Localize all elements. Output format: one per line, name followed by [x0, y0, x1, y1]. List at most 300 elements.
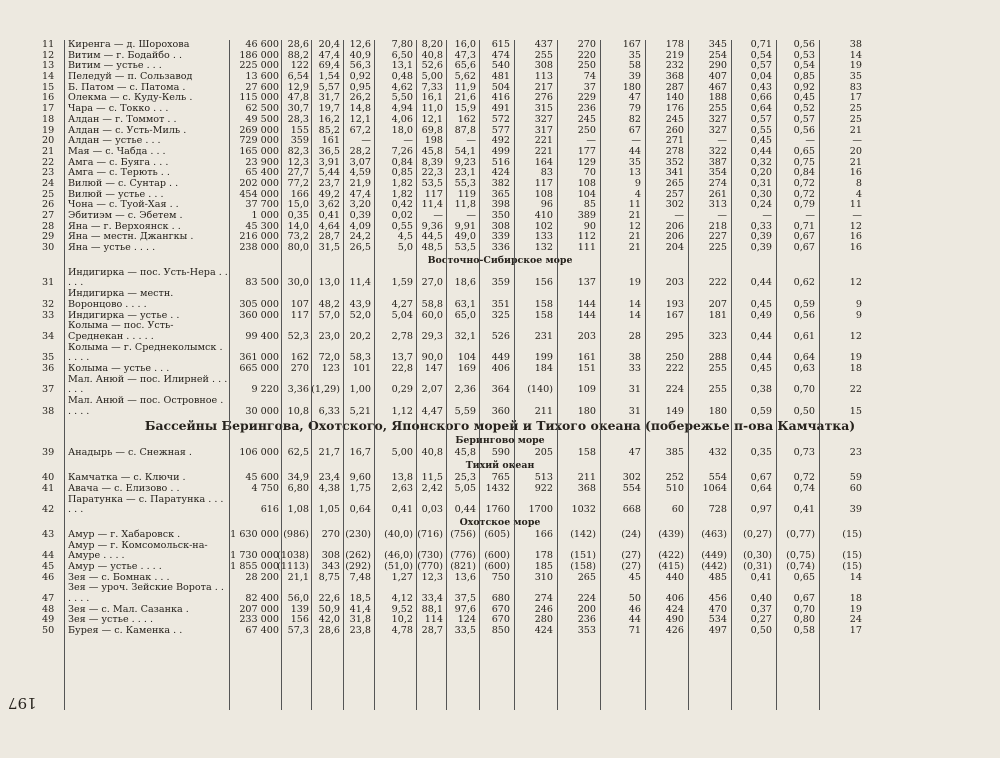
table-cell: 499	[491, 145, 510, 157]
table-cell: 28,7	[421, 625, 443, 637]
table-cell: 20,4	[318, 39, 340, 50]
table-cell: 540	[491, 60, 510, 72]
table-cell: 140	[665, 92, 684, 104]
table-cell: 39	[628, 71, 641, 83]
table-cell: 6,54	[287, 71, 309, 83]
table-cell: 203	[577, 330, 596, 342]
table-cell: 47	[628, 92, 641, 104]
table-cell: 0,39	[349, 210, 371, 221]
table-cell: 4	[855, 188, 862, 200]
table-cell: 22,8	[391, 363, 413, 374]
table-cell: 106 000	[239, 447, 279, 459]
table-cell: 137	[577, 277, 596, 289]
table-cell: 156	[290, 614, 309, 626]
table-cell: 14	[628, 298, 641, 310]
station-name: Вилюй — с. Сунтар . .	[68, 177, 179, 189]
table-cell: 5,57	[318, 81, 340, 93]
table-cell: 410	[534, 210, 553, 221]
row-number: 49	[42, 614, 55, 626]
table-cell: 352	[665, 156, 684, 168]
row-number: 25	[42, 188, 55, 200]
station-name: Яна — г. Верхоянск . .	[68, 220, 181, 232]
table-cell: 0,67	[793, 242, 815, 254]
table-cell: 13,7	[391, 352, 413, 364]
row-number: 11	[42, 39, 55, 50]
table-cell: 52,0	[349, 309, 371, 321]
table-cell: 288	[708, 352, 727, 364]
table-cell: (0,27)	[743, 528, 772, 540]
table-cell: 12,1	[421, 113, 443, 125]
table-cell: 0,85	[391, 167, 413, 179]
table-cell: 4,78	[391, 625, 413, 637]
table-cell: 122	[290, 60, 309, 72]
table-cell: 0,85	[793, 71, 815, 83]
row-number: 37	[42, 384, 55, 396]
table-cell: 406	[491, 363, 510, 374]
table-cell: 0,54	[750, 49, 772, 61]
table-cell: 9,36	[421, 220, 443, 232]
table-cell: —	[805, 135, 815, 147]
row-number: 20	[42, 135, 55, 147]
station-name: Колыма — г. Среднеколымск . . . . .	[68, 341, 223, 364]
table-cell: 177	[577, 145, 596, 157]
table-cell: 0,67	[793, 593, 815, 605]
table-cell: 5,0	[397, 242, 413, 254]
table-cell: 9,23	[454, 156, 476, 168]
row-number: 19	[42, 124, 55, 136]
table-cell: 365	[491, 188, 510, 200]
table-cell: 360 000	[239, 309, 279, 321]
column-rule	[731, 40, 732, 710]
table-row	[0, 541, 1000, 562]
table-cell: 350	[491, 210, 510, 221]
table-cell: 590	[491, 447, 510, 459]
table-cell: 341	[665, 167, 684, 179]
table-cell: 65,0	[454, 309, 476, 321]
table-cell: 246	[534, 603, 553, 615]
table-cell: 0,64	[750, 482, 772, 494]
table-cell: 236	[577, 614, 596, 626]
table-cell: 13,6	[454, 571, 476, 583]
table-cell: 351	[491, 298, 510, 310]
table-cell: 0,92	[349, 71, 371, 83]
station-name: Витим — устье . . .	[68, 60, 162, 72]
table-cell: 202 000	[239, 177, 279, 189]
table-cell: 0,79	[793, 199, 815, 211]
row-number: 21	[42, 145, 55, 157]
table-cell: (770)	[417, 561, 443, 572]
station-name: Вилюй — устье . . .	[68, 188, 164, 200]
column-rule	[416, 40, 417, 710]
table-cell: 47,8	[287, 92, 309, 104]
table-cell: 35	[628, 156, 641, 168]
table-cell: 165 000	[239, 145, 279, 157]
table-cell: 1432	[485, 482, 510, 494]
table-cell: 65 400	[245, 167, 279, 179]
table-cell: 4,27	[391, 298, 413, 310]
table-cell: 9	[634, 177, 641, 189]
table-cell: 0,04	[750, 71, 772, 83]
table-cell: 43,9	[349, 298, 371, 310]
table-cell: —	[717, 135, 727, 147]
table-cell: (51,0)	[384, 561, 413, 572]
table-cell: 0,65	[793, 571, 815, 583]
table-cell: 19	[849, 60, 862, 72]
table-cell: 21	[628, 210, 641, 221]
table-row	[0, 289, 1000, 310]
table-cell: 129	[577, 156, 596, 168]
table-cell: (439)	[658, 528, 684, 540]
table-cell: 513	[534, 472, 553, 484]
table-cell: 221	[534, 135, 553, 147]
table-cell: 47,3	[454, 49, 476, 61]
table-cell: 220	[577, 49, 596, 61]
table-cell: 11,9	[454, 81, 476, 93]
table-cell: 123	[321, 363, 340, 374]
table-cell: 8	[855, 177, 862, 189]
table-cell: 23,8	[349, 625, 371, 637]
table-row	[0, 268, 1000, 289]
table-cell: 229	[577, 92, 596, 104]
table-cell: 0,44	[454, 504, 476, 516]
table-cell: 151	[577, 363, 596, 374]
table-cell: 426	[665, 625, 684, 637]
row-number: 34	[42, 330, 55, 342]
table-cell: 9,60	[349, 472, 371, 484]
table-cell: 6,50	[391, 49, 413, 61]
table-cell: 4,94	[391, 103, 413, 115]
table-cell: 922	[534, 482, 553, 494]
table-cell: 207	[708, 298, 727, 310]
table-cell: 0,44	[750, 145, 772, 157]
row-number: 27	[42, 210, 55, 221]
row-number: 26	[42, 199, 55, 211]
table-cell: 111	[577, 242, 596, 254]
row-number: 50	[42, 625, 55, 637]
table-cell: 198	[424, 135, 443, 147]
table-row	[0, 375, 1000, 396]
station-name: Анадырь — с. Снежная .	[68, 447, 192, 459]
table-cell: 270	[577, 39, 596, 50]
table-cell: 1 730 000	[230, 550, 279, 562]
row-number: 12	[42, 49, 55, 61]
row-number: 45	[42, 561, 55, 572]
table-cell: 114	[424, 614, 443, 626]
table-cell: 7,80	[391, 39, 413, 50]
table-cell: 28,6	[287, 39, 309, 50]
table-cell: 107	[290, 298, 309, 310]
table-cell: 205	[534, 447, 553, 459]
table-cell: 577	[491, 124, 510, 136]
station-name: Витим — г. Бодайбо . .	[68, 49, 183, 61]
table-cell: 255	[534, 49, 553, 61]
table-cell: 3,07	[349, 156, 371, 168]
table-cell: 22,3	[421, 167, 443, 179]
table-cell: 254	[708, 49, 727, 61]
table-cell: (142)	[570, 528, 596, 540]
table-cell: 236	[577, 103, 596, 115]
table-cell: 274	[708, 177, 727, 189]
table-cell: 5,00	[421, 71, 443, 83]
table-cell: 12	[849, 277, 862, 289]
table-cell: 82,3	[287, 145, 309, 157]
table-cell: 23,0	[318, 330, 340, 342]
station-name: Колыма — устье . . .	[68, 363, 170, 374]
table-cell: 13 600	[245, 71, 279, 83]
table-cell: 231	[534, 330, 553, 342]
table-cell: 13,8	[391, 472, 413, 484]
table-cell: (415)	[658, 561, 684, 572]
table-cell: 323	[708, 330, 727, 342]
table-cell: 668	[622, 504, 641, 516]
table-cell: 112	[577, 231, 596, 243]
table-cell: 0,48	[391, 71, 413, 83]
table-cell: 1 000	[251, 210, 279, 221]
table-cell: —	[361, 135, 371, 147]
row-number: 47	[42, 593, 55, 605]
table-cell: 72,0	[318, 352, 340, 364]
table-cell: 11,8	[454, 199, 476, 211]
column-rule	[776, 40, 777, 710]
table-cell: 12	[849, 330, 862, 342]
table-cell: 27,7	[287, 167, 309, 179]
table-cell: 42,0	[318, 614, 340, 626]
table-cell: 30 000	[245, 405, 279, 417]
table-cell: 9 220	[251, 384, 279, 396]
table-cell: 269 000	[239, 124, 279, 136]
station-name: Мал. Анюй — пос. Илирней . . . . . .	[68, 373, 228, 396]
table-cell: 67 400	[245, 625, 279, 637]
table-cell: 28,2	[349, 145, 371, 157]
table-cell: 728	[708, 504, 727, 516]
row-number: 32	[42, 298, 55, 310]
table-cell: 339	[491, 231, 510, 243]
table-cell: 113	[534, 71, 553, 83]
table-cell: 0,38	[750, 384, 772, 396]
table-cell: 48,2	[318, 298, 340, 310]
table-cell: (15)	[842, 528, 862, 540]
table-cell: 0,40	[750, 593, 772, 605]
table-cell: 0,03	[421, 504, 443, 516]
table-cell: —	[674, 210, 684, 221]
table-cell: 0,39	[750, 242, 772, 254]
table-cell: 15,0	[287, 199, 309, 211]
table-cell: 87,8	[454, 124, 476, 136]
table-cell: 73,2	[287, 231, 309, 243]
table-cell: (158)	[570, 561, 596, 572]
table-cell: 265	[577, 571, 596, 583]
table-cell: 45	[628, 571, 641, 583]
table-cell: 56,3	[349, 60, 371, 72]
table-cell: (716)	[417, 528, 443, 540]
table-cell: 65,6	[454, 60, 476, 72]
table-cell: 255	[708, 103, 727, 115]
table-cell: 387	[708, 156, 727, 168]
table-cell: 52,6	[421, 60, 443, 72]
table-cell: 8,75	[318, 571, 340, 583]
table-cell: 139	[290, 603, 309, 615]
table-cell: 104	[577, 188, 596, 200]
table-cell: (24)	[621, 528, 641, 540]
table-cell: 206	[665, 220, 684, 232]
table-cell: 216 000	[239, 231, 279, 243]
column-rule	[343, 40, 344, 710]
station-name: Чара — с. Токко . . .	[68, 103, 169, 115]
table-cell: (730)	[417, 550, 443, 562]
station-name: Индигирка — местн. Воронцово . . . .	[68, 288, 174, 310]
station-name: Мая — с. Чабда . . .	[68, 145, 166, 157]
table-cell: (230)	[345, 528, 371, 540]
table-cell: (140)	[527, 384, 553, 396]
table-cell: 11	[849, 199, 862, 211]
table-cell: 1064	[702, 482, 727, 494]
station-name: Яна — местн. Джангкы .	[68, 231, 194, 243]
table-cell: 8,20	[421, 39, 443, 50]
section-heading-bering: Берингово море	[455, 435, 545, 447]
table-cell: 166	[290, 188, 309, 200]
station-name: Индигирка — устье . .	[68, 309, 180, 321]
table-cell: 0,71	[793, 220, 815, 232]
table-cell: 21	[628, 242, 641, 254]
table-cell: 0,62	[793, 277, 815, 289]
table-cell: 9	[855, 298, 862, 310]
table-cell: 7,48	[349, 571, 371, 583]
table-cell: 62,5	[287, 447, 309, 459]
table-cell: 0,56	[793, 309, 815, 321]
table-cell: (0,77)	[786, 528, 815, 540]
table-cell: 11,5	[421, 472, 443, 484]
table-cell: 0,72	[793, 472, 815, 484]
table-cell: 5,00	[391, 447, 413, 459]
station-name: Амга — с. Терють . .	[68, 167, 170, 179]
table-cell: 12,6	[349, 39, 371, 50]
table-cell: 250	[577, 124, 596, 136]
table-cell: 158	[577, 447, 596, 459]
table-cell: 0,41	[750, 571, 772, 583]
table-cell: 4,38	[318, 482, 340, 494]
table-cell: 437	[534, 39, 553, 50]
table-cell: 15	[849, 405, 862, 417]
table-cell: 67	[628, 124, 641, 136]
table-cell: 0,44	[750, 352, 772, 364]
table-cell: 9	[855, 309, 862, 321]
station-name: Олекма — с. Куду-Кель .	[68, 92, 193, 104]
table-cell: 25,3	[454, 472, 476, 484]
table-cell: (1038)	[277, 550, 309, 562]
table-cell: 133	[534, 231, 553, 243]
table-cell: 2,07	[421, 384, 443, 396]
table-cell: 554	[708, 472, 727, 484]
table-cell: 276	[534, 92, 553, 104]
table-cell: 467	[708, 81, 727, 93]
table-cell: 38	[628, 352, 641, 364]
table-cell: 0,67	[793, 231, 815, 243]
row-number: 14	[42, 71, 55, 83]
table-cell: 0,64	[349, 504, 371, 516]
table-cell: 14	[628, 309, 641, 321]
table-cell: 16,2	[318, 113, 340, 125]
table-cell: 398	[491, 199, 510, 211]
table-cell: 58	[628, 60, 641, 72]
table-cell: (262)	[345, 550, 371, 562]
table-cell: 0,35	[287, 210, 309, 221]
table-cell: 2,36	[454, 384, 476, 396]
table-cell: 0,32	[750, 156, 772, 168]
table-cell: 0,50	[793, 405, 815, 417]
table-cell: 217	[534, 81, 553, 93]
table-row	[0, 484, 1000, 495]
table-cell: 474	[491, 49, 510, 61]
table-cell: 162	[457, 113, 476, 125]
table-cell: 0,39	[750, 231, 772, 243]
table-cell: 88,1	[421, 603, 443, 615]
table-cell: 11,4	[421, 199, 443, 211]
table-cell: 0,45	[750, 363, 772, 374]
table-cell: 481	[491, 71, 510, 83]
table-cell: (776)	[450, 550, 476, 562]
table-cell: 204	[665, 242, 684, 254]
station-name: Алдан — с. Усть-Миль .	[68, 124, 187, 136]
station-name: Зея — с. Мал. Сазанка .	[68, 603, 189, 615]
table-cell: (442)	[701, 561, 727, 572]
table-cell: 274	[534, 593, 553, 605]
table-cell: 0,41	[391, 504, 413, 516]
table-cell: 5,21	[349, 405, 371, 417]
table-cell: 389	[577, 210, 596, 221]
table-cell: 21,9	[349, 177, 371, 189]
table-cell: 0,42	[391, 199, 413, 211]
table-cell: 265	[665, 177, 684, 189]
table-cell: 23,7	[318, 177, 340, 189]
table-cell: 50,9	[318, 603, 340, 615]
table-cell: 850	[491, 625, 510, 637]
table-cell: 0,55	[750, 124, 772, 136]
table-cell: 52,3	[287, 330, 309, 342]
table-row	[0, 343, 1000, 364]
table-cell: 302	[665, 199, 684, 211]
table-cell: 47,4	[349, 188, 371, 200]
row-number: 44	[42, 550, 55, 562]
table-cell: 96	[540, 199, 553, 211]
table-cell: 33	[628, 363, 641, 374]
row-number: 24	[42, 177, 55, 189]
table-cell: 368	[577, 482, 596, 494]
section-heading-east_siberian: Восточно-Сибирское море	[427, 254, 573, 266]
table-cell: 406	[665, 593, 684, 605]
table-cell: 26,2	[349, 92, 371, 104]
table-cell: 1760	[485, 504, 510, 516]
table-cell: 29,3	[421, 330, 443, 342]
row-number: 36	[42, 363, 55, 374]
table-cell: 22	[849, 384, 862, 396]
table-cell: 164	[534, 156, 553, 168]
table-cell: 25	[849, 113, 862, 125]
table-cell: 23,1	[454, 167, 476, 179]
table-cell: 156	[534, 277, 553, 289]
station-name: Яна — устье . . . .	[68, 242, 156, 254]
table-cell: 9,91	[454, 220, 476, 232]
table-cell: 0,95	[349, 81, 371, 93]
station-name: Камчатка — с. Ключи .	[68, 472, 186, 484]
table-cell: 71	[628, 625, 641, 637]
table-cell: 470	[708, 603, 727, 615]
table-cell: 18,0	[391, 124, 413, 136]
table-cell: —	[466, 210, 476, 221]
table-cell: 287	[665, 81, 684, 93]
table-cell: 67,2	[349, 124, 371, 136]
table-cell: 44	[628, 614, 641, 626]
table-cell: 63,1	[454, 298, 476, 310]
